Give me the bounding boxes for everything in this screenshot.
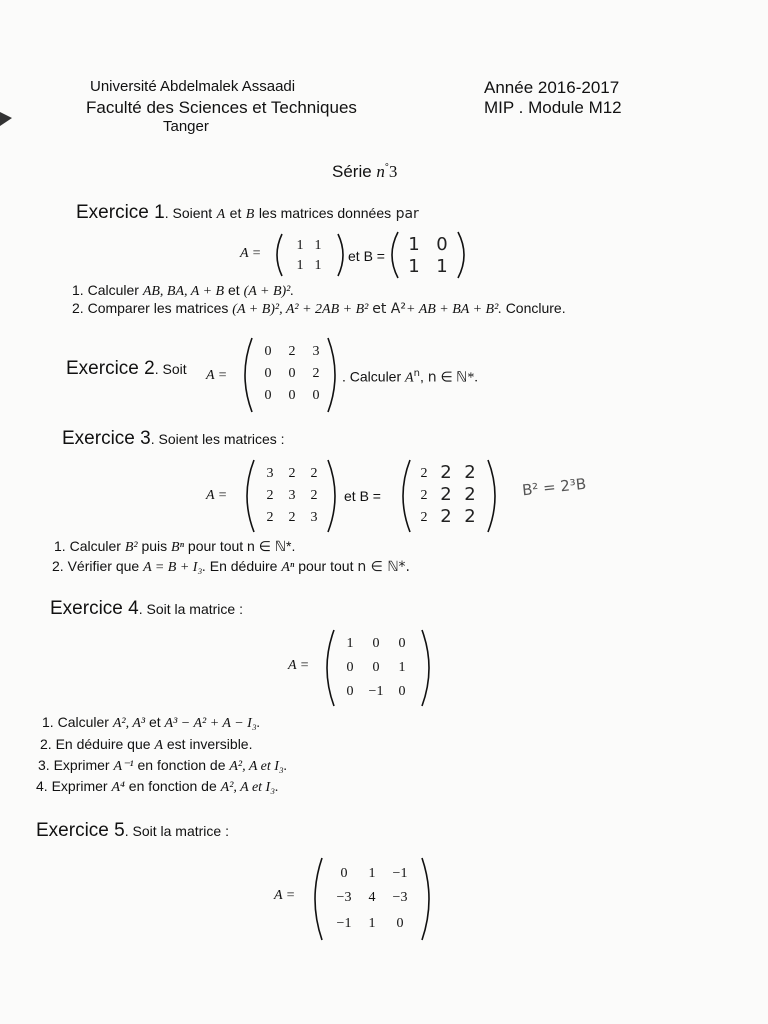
ex5-a-cell: 1 [368,866,376,881]
ex4-matrix-label: A = [288,658,310,673]
ex1-matrix-a-label: A = [240,246,262,261]
ex1-a-cell: 1 [296,238,304,253]
ex2-handwritten-exponent: n [413,368,420,379]
ex4-intro: . Soit la matrice : [138,601,243,617]
ex1-matrix-b-label: et B = [348,248,385,264]
series-number-symbol: n [376,162,385,181]
ex3-b-cell-handwritten: 2 [440,484,452,505]
ex1-intro-post: les matrices données [258,205,392,221]
ex3-item-2-mid: En déduire [209,558,278,574]
ex1-a-cell: 1 [296,258,304,273]
series-title [332,162,397,182]
ex3-heading [62,428,285,450]
ex1-item-2-math: (A + B)², A² + 2AB + B² [232,302,369,317]
ex4-a-cell: 1 [398,660,406,675]
ex3-a-cell: 3 [266,466,274,481]
ex2-intro: . Soit [154,361,187,377]
ex3-b-cell: 2 [420,466,428,481]
ex1-item-1-num: 1. [72,282,84,298]
ex3-b-cell-handwritten: 2 [440,506,452,527]
ex1-b-cell: 1 [436,256,448,277]
ex5-a-cell: 1 [368,916,376,931]
ex4-a-cell: −1 [368,684,384,699]
academic-year: Année 2016-2017 [484,78,620,97]
ex4-item-mid: en fonction de [137,757,226,773]
ex3-b-cell-handwritten: 2 [464,462,476,483]
ex4-a-cell: 0 [372,636,380,651]
ex3-item-2-num: 2. [52,558,64,574]
ex5-a-cell: 4 [368,890,376,905]
ex2-a-cell: 2 [312,366,320,381]
ex1-item-2-end: Conclure. [505,300,566,316]
ex5-title: Exercice 5 [36,820,125,841]
ex1-b-cell: 1 [408,234,420,255]
ex4-a-cell: 1 [346,636,354,651]
ex1-intro-mid: et [229,205,242,221]
faculty-name: Faculté des Sciences et Techniques [86,98,357,117]
ex5-a-cell: 0 [396,916,404,931]
ex3-matrix-b-label: et B = [344,488,381,504]
ex4-item-math: A [154,738,163,753]
ex1-item-1-math: AB, BA, A + B [142,284,225,299]
ex4-heading [50,598,243,620]
ex4-item-num: 1. [42,714,54,730]
ex1-a-cell: 1 [314,258,322,273]
ex3-intro: . Soient les matrices : [150,431,285,447]
ex1-intro-pre: . Soient [164,205,213,221]
ex4-item-text: En déduire que [55,736,151,752]
ex3-a-cell: 2 [310,466,318,481]
ex1-item-1-et: et [227,282,240,298]
ex5-a-cell: 0 [340,866,348,881]
ex2-title: Exercice 2 [66,358,155,379]
ex1-item-1-text: Calculer [87,282,139,298]
ex1-var-b: B [245,207,255,222]
ex3-item-1-text: Calculer [69,538,121,554]
ex1-item-2-handwritten: et A² [372,301,406,317]
ex3-a-cell: 2 [288,466,296,481]
ex4-item-mid: et [148,714,161,730]
ex3-a-cell: 3 [310,510,318,525]
ex3-a-cell: 2 [310,488,318,503]
ex2-handwritten-n: n [427,369,437,386]
ex1-var-a: A [216,207,226,222]
ex5-heading [36,820,229,842]
ex4-item-math: A⁻¹ [113,759,134,774]
ex5-a-cell: −1 [336,916,352,931]
ex1-item-2 [72,300,566,318]
ex4-item [42,714,260,732]
ex3-matrix-a-label: A = [206,488,228,503]
ex2-a-cell: 0 [264,366,272,381]
ex2-matrix-label: A = [206,368,228,383]
ex2-a-cell: 0 [288,366,296,381]
ex3-item-2-math2: Aⁿ [281,560,295,575]
ex4-item-mid: est inversible. [166,736,253,752]
ex3-b-cell-handwritten: 2 [464,484,476,505]
ex2-after: . Calculer $A^n$, n ∈ ℕ*. [342,368,478,386]
ex3-item-1-num: 1. [54,538,66,554]
ex1-b-cell: 1 [408,256,420,277]
ex4-item-math: A², A³ [112,716,146,731]
ex3-item-2 [52,558,410,576]
ex3-item-1-mid: puis [141,538,168,554]
ex3-handwritten-margin-note: B² = 2³B [521,474,588,500]
series-number: 3 [388,162,398,181]
ex3-item-2-text: Vérifier que [67,558,140,574]
ex2-a-cell: 2 [288,344,296,359]
ex1-item-1 [72,282,294,300]
ex4-a-cell: 0 [398,684,406,699]
ex1-handwritten-par: par [395,206,419,222]
ex5-a-cell: −3 [392,890,408,905]
ex1-item-2-num: 2. [72,300,84,316]
ex4-item-num: 4. [36,778,48,794]
ex2-after-set: ∈ ℕ*. [440,370,478,386]
ex3-a-cell: 3 [288,488,296,503]
ex2-after-math: A [405,370,414,386]
ex1-item-2-text: Comparer les matrices [87,300,229,316]
module-label: MIP . Module M12 [484,98,622,117]
ex4-a-cell: 0 [346,660,354,675]
ex4-title: Exercice 4 [50,598,139,619]
ex1-b-cell: 0 [436,234,448,255]
university-name: Université Abdelmalek Assaadi [90,78,296,95]
ex2-a-cell: 3 [312,344,320,359]
ex3-a-cell: 2 [266,488,274,503]
ex1-matrix-b-brackets [384,230,474,280]
ex3-a-cell: 2 [266,510,274,525]
ex2-a-cell: 0 [264,344,272,359]
ex4-item [40,736,252,754]
ex4-item [38,757,287,775]
ex3-title: Exercice 3 [62,428,151,449]
ex5-a-cell: −3 [336,890,352,905]
ex3-b-cell: 2 [420,488,428,503]
ex3-item-2-handwritten: n ∈ ℕ*. [357,559,410,575]
ex4-item-num: 3. [38,757,50,773]
ex2-a-cell: 0 [264,388,272,403]
ex4-item-text: Exprimer [53,757,110,773]
ex4-a-cell: 0 [346,684,354,699]
ex3-item-1 [54,538,295,556]
ex3-item-1-math2: Bⁿ [171,540,185,555]
ex4-item-math2: A³ − A² + A − I₃. [164,716,261,731]
ex1-item-1-math2: (A + B)². [243,284,294,299]
ex4-item-text: Calculer [57,714,109,730]
series-degree: ° [384,162,389,174]
ex3-b-cell: 2 [420,510,428,525]
ex4-item-mid: en fonction de [128,778,217,794]
city-name: Tanger [163,118,209,135]
ex1-title: Exercice 1 [76,202,165,223]
ex4-item-math2: A², A et I₃. [229,759,288,774]
ex2-after-text: . Calculer [342,368,402,385]
ex3-item-1-end: pour tout n ∈ ℕ*. [187,538,296,554]
ex4-item-text: Exprimer [51,778,108,794]
ex4-item-math2: A², A et I₃. [220,780,279,795]
ex3-b-cell-handwritten: 2 [440,462,452,483]
ex1-heading [76,202,419,224]
ex3-b-cell-handwritten: 2 [464,506,476,527]
ex4-item-num: 2. [40,736,52,752]
ex3-item-1-math: B² [124,540,138,555]
ex5-matrix-label: A = [274,888,296,903]
ex2-heading [66,358,187,380]
ex4-item-math: A⁴ [111,780,125,795]
ex3-a-cell: 2 [288,510,296,525]
ex2-a-cell: 0 [312,388,320,403]
ex4-a-cell: 0 [372,660,380,675]
page-edge-mark [0,112,12,126]
ex3-item-2-math: A = B + I₃. [143,560,206,575]
ex1-a-cell: 1 [314,238,322,253]
ex4-a-cell: 0 [398,636,406,651]
ex2-a-cell: 0 [288,388,296,403]
ex1-item-2-math2: + AB + BA + B². [406,302,502,317]
series-label: Série [332,162,372,181]
ex5-a-cell: −1 [392,866,408,881]
ex4-item [36,778,279,796]
ex3-item-2-end: pour tout [298,558,354,574]
ex5-intro: . Soit la matrice : [124,823,229,839]
